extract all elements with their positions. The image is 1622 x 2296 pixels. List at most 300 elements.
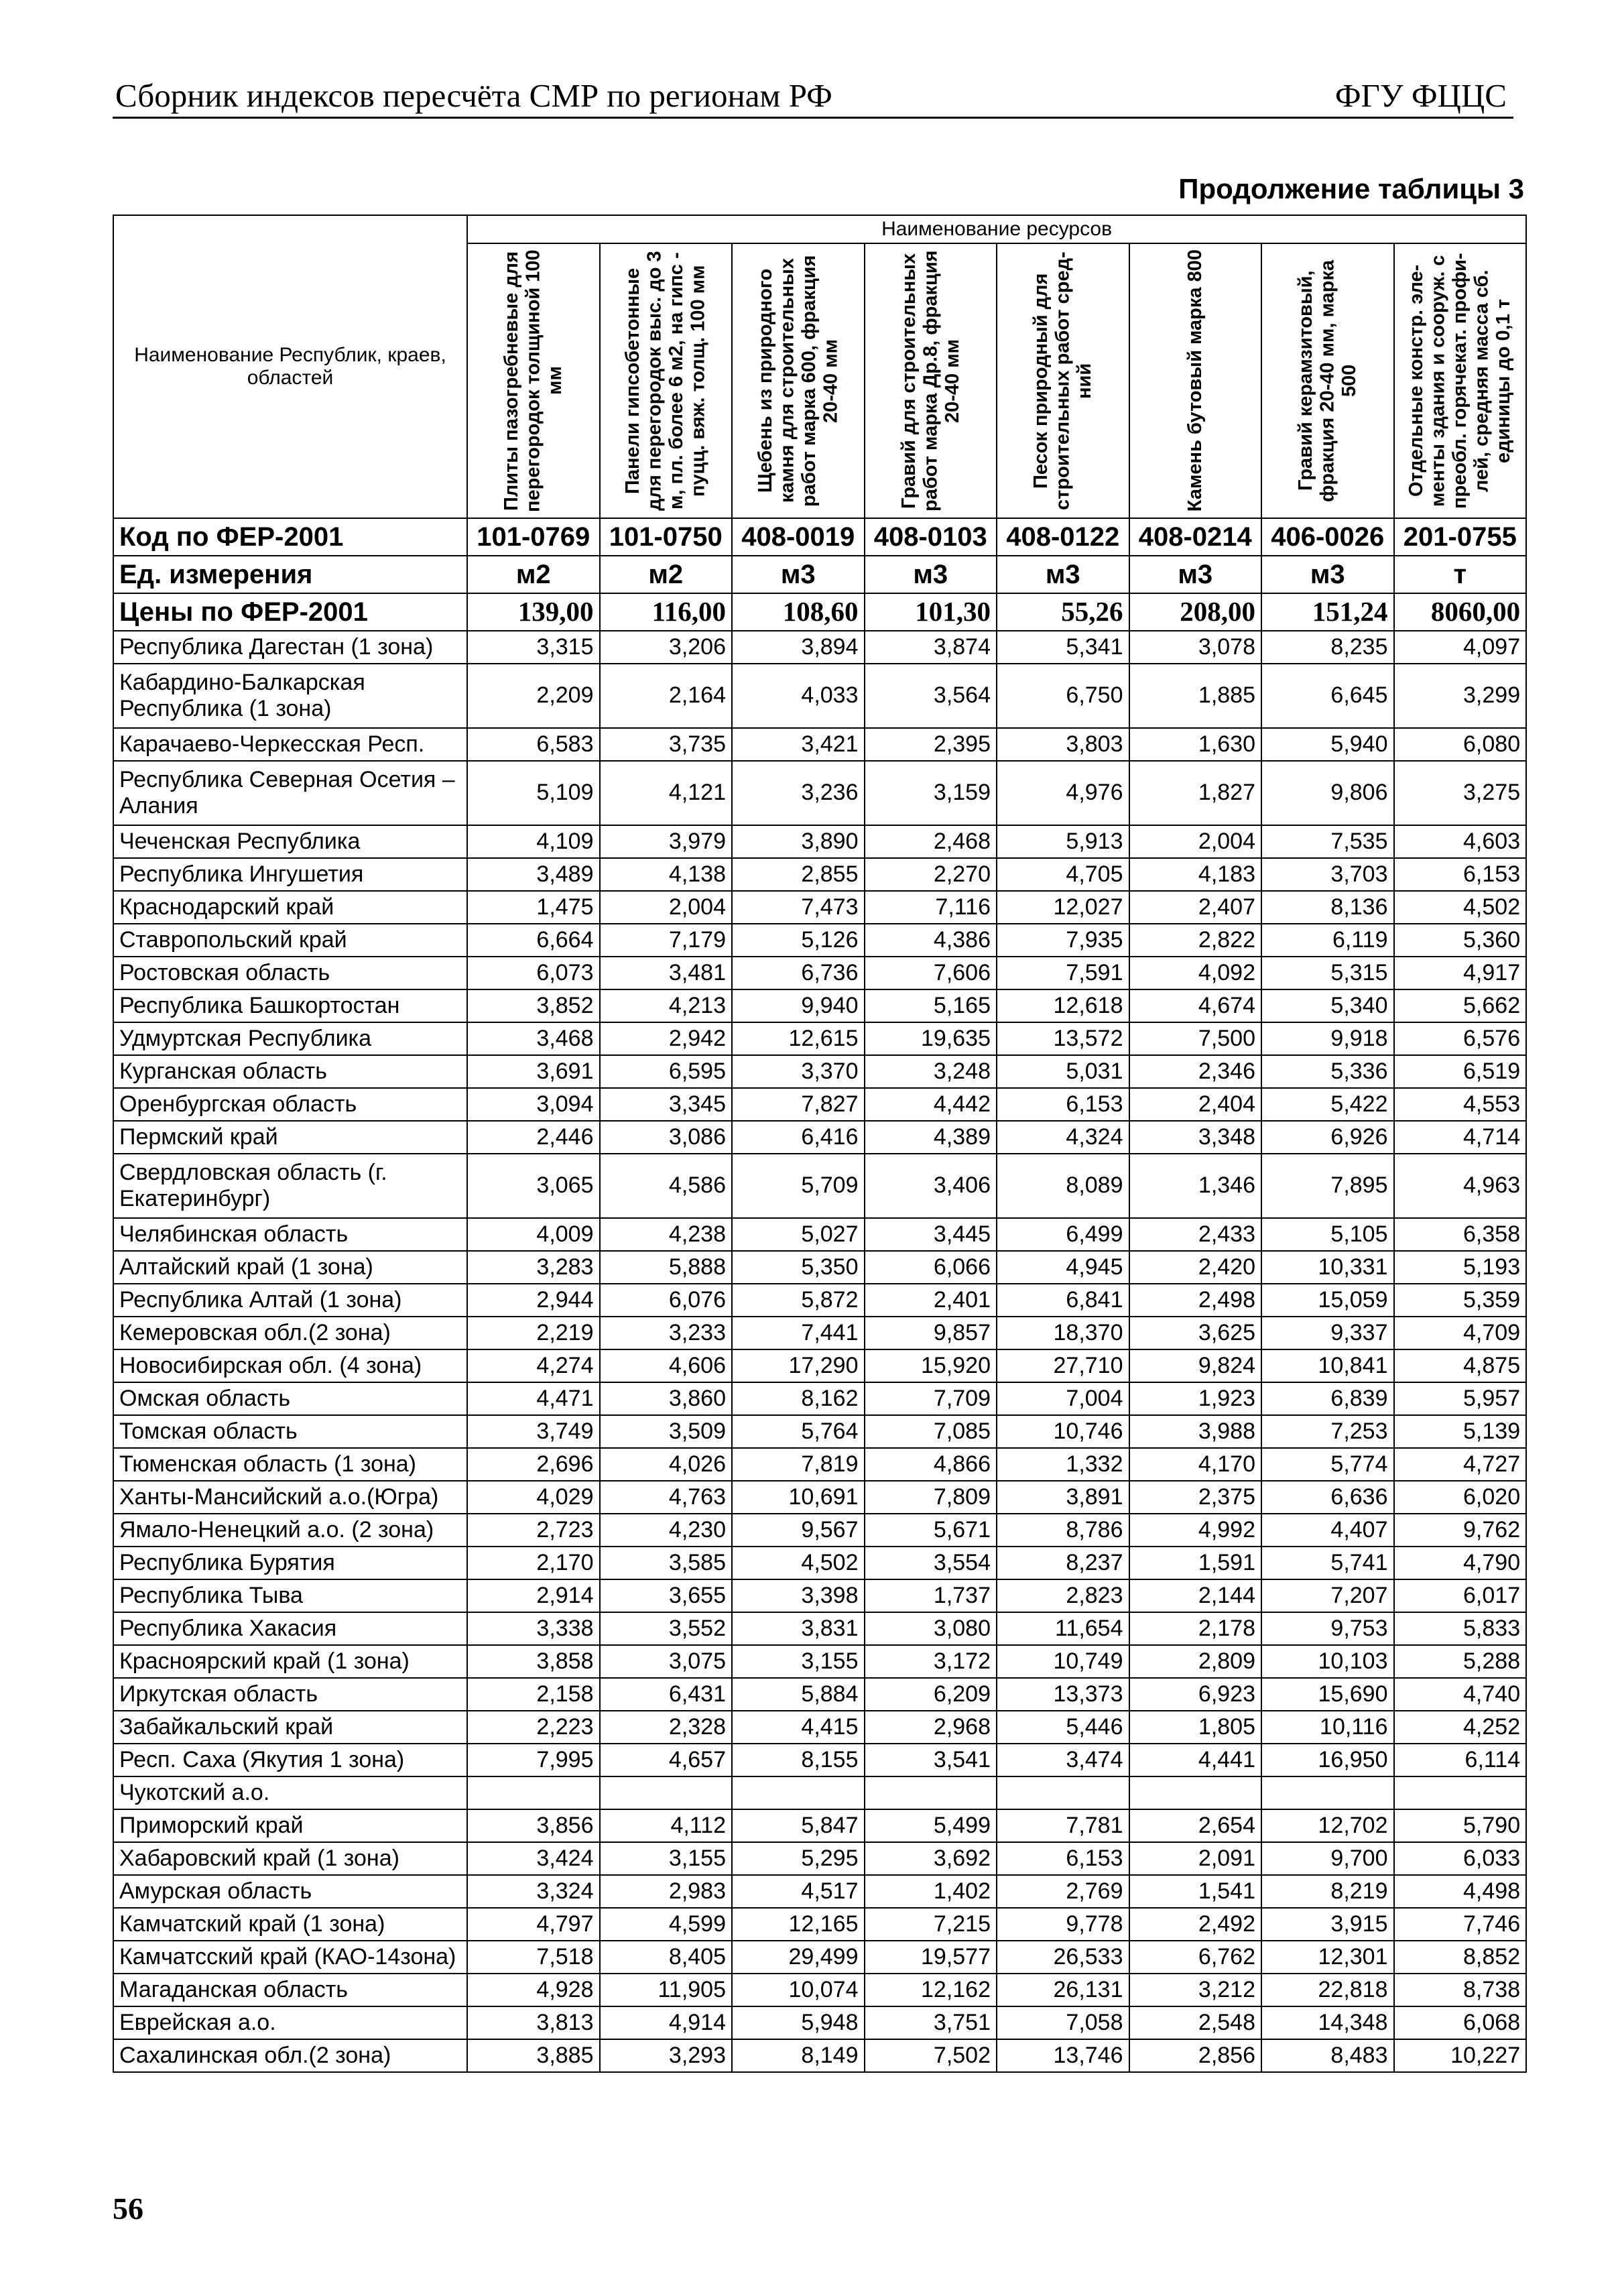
table-row — [113, 664, 1526, 728]
index-value: 8,405 — [600, 1941, 733, 1974]
index-value: 3,852 — [467, 989, 600, 1022]
index-value: 5,165 — [865, 989, 997, 1022]
index-value: 3,370 — [732, 1055, 865, 1088]
index-value: 4,502 — [732, 1547, 865, 1579]
region-name: Курганская область — [113, 1055, 467, 1088]
index-value: 7,827 — [732, 1088, 865, 1121]
index-value: 9,857 — [865, 1317, 997, 1349]
resource-column-header — [865, 243, 997, 518]
index-value: 7,207 — [1261, 1579, 1394, 1612]
index-value: 6,119 — [1261, 924, 1394, 957]
index-value: 7,606 — [865, 957, 997, 989]
index-value: 2,942 — [600, 1022, 733, 1055]
index-value: 7,895 — [1261, 1154, 1394, 1218]
index-value: 6,209 — [865, 1678, 997, 1711]
index-value: 2,468 — [865, 825, 997, 858]
index-value: 5,499 — [865, 1809, 997, 1842]
index-value: 15,920 — [865, 1349, 997, 1382]
resource-unit: м3 — [865, 556, 997, 593]
region-name: Республика Ингушетия — [113, 858, 467, 891]
resource-price: 8060,00 — [1394, 593, 1527, 631]
index-value: 4,586 — [600, 1154, 733, 1218]
index-value: 4,790 — [1394, 1547, 1527, 1579]
index-value: 5,295 — [732, 1842, 865, 1875]
index-value: 4,183 — [1129, 858, 1262, 891]
index-value: 3,299 — [1394, 664, 1527, 728]
index-value: 3,885 — [467, 2039, 600, 2072]
resource-column-header — [1394, 243, 1527, 518]
index-value: 6,583 — [467, 728, 600, 761]
index-value: 6,017 — [1394, 1579, 1527, 1612]
index-value: 4,917 — [1394, 957, 1527, 989]
index-value: 11,905 — [600, 1974, 733, 2006]
index-value: 3,080 — [865, 1612, 997, 1645]
index-value — [1261, 1776, 1394, 1809]
index-value: 5,446 — [997, 1711, 1129, 1744]
resource-code: 101-0769 — [467, 518, 600, 556]
index-value: 4,386 — [865, 924, 997, 957]
index-value: 8,155 — [732, 1744, 865, 1776]
index-value: 3,406 — [865, 1154, 997, 1218]
index-value: 16,950 — [1261, 1744, 1394, 1776]
resource-column-header — [1261, 243, 1394, 518]
index-value: 3,468 — [467, 1022, 600, 1055]
index-value: 4,138 — [600, 858, 733, 891]
resource-code: 201-0755 — [1394, 518, 1527, 556]
index-value: 6,923 — [1129, 1678, 1262, 1711]
index-value: 2,346 — [1129, 1055, 1262, 1088]
index-value: 7,215 — [865, 1908, 997, 1941]
index-value: 6,080 — [1394, 728, 1527, 761]
index-value: 9,700 — [1261, 1842, 1394, 1875]
index-value: 8,235 — [1261, 631, 1394, 664]
index-value: 3,655 — [600, 1579, 733, 1612]
index-value: 10,074 — [732, 1974, 865, 2006]
collection-title: Сборник индексов пересчёта СМР по регионам РФ — [115, 77, 832, 114]
index-value: 6,076 — [600, 1284, 733, 1317]
region-name: Тюменская область (1 зона) — [113, 1448, 467, 1481]
index-value: 3,803 — [997, 728, 1129, 761]
index-value: 4,992 — [1129, 1514, 1262, 1547]
index-value: 8,136 — [1261, 891, 1394, 924]
index-value: 10,841 — [1261, 1349, 1394, 1382]
resource-price: 108,60 — [732, 593, 865, 631]
index-value: 3,564 — [865, 664, 997, 728]
organization-name: ФГУ ФЦЦС — [1334, 77, 1507, 114]
index-value: 4,033 — [732, 664, 865, 728]
table-row — [113, 2006, 1526, 2039]
index-value: 3,735 — [600, 728, 733, 761]
table-row — [113, 1514, 1526, 1547]
index-value: 12,027 — [997, 891, 1129, 924]
index-value: 4,875 — [1394, 1349, 1527, 1382]
table-row — [113, 1251, 1526, 1284]
index-value: 3,751 — [865, 2006, 997, 2039]
index-value: 8,089 — [997, 1154, 1129, 1218]
index-value: 3,894 — [732, 631, 865, 664]
region-name: Чукотский а.о. — [113, 1776, 467, 1809]
index-value: 6,499 — [997, 1218, 1129, 1251]
index-value: 2,395 — [865, 728, 997, 761]
index-value: 2,548 — [1129, 2006, 1262, 2039]
region-name: Сахалинская обл.(2 зона) — [113, 2039, 467, 2072]
index-value: 4,657 — [600, 1744, 733, 1776]
resource-code: 406-0026 — [1261, 518, 1394, 556]
index-value: 7,746 — [1394, 1908, 1527, 1941]
index-value: 9,806 — [1261, 761, 1394, 825]
index-value: 3,554 — [865, 1547, 997, 1579]
region-name: Республика Дагестан (1 зона) — [113, 631, 467, 664]
region-name: Карачаево-Черкесская Респ. — [113, 728, 467, 761]
index-value: 3,692 — [865, 1842, 997, 1875]
index-value: 4,170 — [1129, 1448, 1262, 1481]
index-value: 6,839 — [1261, 1382, 1394, 1415]
table-row — [113, 825, 1526, 858]
table-row — [113, 1154, 1526, 1218]
table-row — [113, 924, 1526, 957]
index-value: 9,918 — [1261, 1022, 1394, 1055]
index-value — [997, 1776, 1129, 1809]
index-value: 9,940 — [732, 989, 865, 1022]
region-name: Челябинская область — [113, 1218, 467, 1251]
index-value: 3,075 — [600, 1645, 733, 1678]
index-value: 9,762 — [1394, 1514, 1527, 1547]
regional-index-table — [113, 215, 1527, 2073]
index-value: 9,824 — [1129, 1349, 1262, 1382]
index-value: 2,822 — [1129, 924, 1262, 957]
index-value: 10,227 — [1394, 2039, 1527, 2072]
table-row — [113, 1612, 1526, 1645]
table-row — [113, 858, 1526, 891]
index-value: 4,471 — [467, 1382, 600, 1415]
resource-unit: м3 — [732, 556, 865, 593]
index-value: 3,078 — [1129, 631, 1262, 664]
index-value: 18,370 — [997, 1317, 1129, 1349]
index-value: 4,709 — [1394, 1317, 1527, 1349]
index-value: 12,162 — [865, 1974, 997, 2006]
index-value: 3,172 — [865, 1645, 997, 1678]
index-value: 3,703 — [1261, 858, 1394, 891]
resource-unit: м3 — [1129, 556, 1262, 593]
index-value: 2,404 — [1129, 1088, 1262, 1121]
index-value: 5,833 — [1394, 1612, 1527, 1645]
table-row — [113, 1415, 1526, 1448]
index-value: 3,445 — [865, 1218, 997, 1251]
index-value: 15,690 — [1261, 1678, 1394, 1711]
region-name: Свердловская область (г. Екатеринбург) — [113, 1154, 467, 1218]
table-row — [113, 1088, 1526, 1121]
table-continuation-label: Продолжение таблицы 3 — [1178, 173, 1524, 204]
index-value: 5,872 — [732, 1284, 865, 1317]
region-name: Хабаровский край (1 зона) — [113, 1842, 467, 1875]
index-value: 5,360 — [1394, 924, 1527, 957]
index-value: 3,275 — [1394, 761, 1527, 825]
index-value: 13,746 — [997, 2039, 1129, 2072]
region-name: Магаданская область — [113, 1974, 467, 2006]
region-name: Приморский край — [113, 1809, 467, 1842]
index-value: 2,328 — [600, 1711, 733, 1744]
index-value: 9,753 — [1261, 1612, 1394, 1645]
resources-group-header: Наименование ресурсов — [467, 215, 1526, 243]
index-value: 4,097 — [1394, 631, 1527, 664]
index-value: 1,630 — [1129, 728, 1262, 761]
region-name: Республика Тыва — [113, 1579, 467, 1612]
index-value: 12,165 — [732, 1908, 865, 1941]
index-value: 4,714 — [1394, 1121, 1527, 1154]
resource-column-label: Плиты пазогребневые для перегородок толщиной 100 мм — [501, 249, 566, 512]
index-value: 2,144 — [1129, 1579, 1262, 1612]
resource-price: 55,26 — [997, 593, 1129, 631]
index-value: 3,212 — [1129, 1974, 1262, 2006]
index-value: 4,963 — [1394, 1154, 1527, 1218]
index-value: 6,358 — [1394, 1218, 1527, 1251]
index-value: 3,159 — [865, 761, 997, 825]
index-value: 10,691 — [732, 1481, 865, 1514]
index-value — [1129, 1776, 1262, 1809]
resource-price: 101,30 — [865, 593, 997, 631]
index-value: 6,073 — [467, 957, 600, 989]
index-value: 2,968 — [865, 1711, 997, 1744]
region-name: Ямало-Ненецкий а.о. (2 зона) — [113, 1514, 467, 1547]
table-row — [113, 1809, 1526, 1842]
index-value: 2,004 — [1129, 825, 1262, 858]
index-value: 2,654 — [1129, 1809, 1262, 1842]
index-value: 7,535 — [1261, 825, 1394, 858]
index-value: 5,126 — [732, 924, 865, 957]
index-value: 1,591 — [1129, 1547, 1262, 1579]
index-value: 6,020 — [1394, 1481, 1527, 1514]
index-value: 7,709 — [865, 1382, 997, 1415]
price-row-label: Цены по ФЕР-2001 — [113, 593, 467, 631]
index-value: 3,345 — [600, 1088, 733, 1121]
index-value — [600, 1776, 733, 1809]
region-name: Ставропольский край — [113, 924, 467, 957]
index-value: 5,422 — [1261, 1088, 1394, 1121]
table-row — [113, 1678, 1526, 1711]
index-value: 7,116 — [865, 891, 997, 924]
index-value: 7,502 — [865, 2039, 997, 2072]
index-value: 4,763 — [600, 1481, 733, 1514]
table-row — [113, 1284, 1526, 1317]
table-row — [113, 1776, 1526, 1809]
index-value: 5,888 — [600, 1251, 733, 1284]
index-value: 7,058 — [997, 2006, 1129, 2039]
index-value: 4,797 — [467, 1908, 600, 1941]
index-value: 3,481 — [600, 957, 733, 989]
index-value: 4,252 — [1394, 1711, 1527, 1744]
index-value: 3,248 — [865, 1055, 997, 1088]
index-value: 6,750 — [997, 664, 1129, 728]
index-value: 3,858 — [467, 1645, 600, 1678]
index-value: 6,153 — [997, 1088, 1129, 1121]
table-row — [113, 1121, 1526, 1154]
index-value: 1,541 — [1129, 1875, 1262, 1908]
index-value: 6,068 — [1394, 2006, 1527, 2039]
index-value: 2,091 — [1129, 1842, 1262, 1875]
index-value: 8,149 — [732, 2039, 865, 2072]
index-value: 3,293 — [600, 2039, 733, 2072]
region-name: Удмуртская Республика — [113, 1022, 467, 1055]
index-value: 6,153 — [997, 1842, 1129, 1875]
resource-column-header — [997, 243, 1129, 518]
index-value: 7,781 — [997, 1809, 1129, 1842]
index-value: 2,178 — [1129, 1612, 1262, 1645]
index-value: 3,236 — [732, 761, 865, 825]
index-value: 10,749 — [997, 1645, 1129, 1678]
region-name: Кабардино-Балкарская Республика (1 зона) — [113, 664, 467, 728]
index-value: 5,340 — [1261, 989, 1394, 1022]
index-value: 7,809 — [865, 1481, 997, 1514]
index-value: 4,727 — [1394, 1448, 1527, 1481]
index-value — [1394, 1776, 1527, 1809]
index-value: 5,709 — [732, 1154, 865, 1218]
index-value: 10,331 — [1261, 1251, 1394, 1284]
page-number: 56 — [113, 2191, 143, 2226]
index-value: 3,489 — [467, 858, 600, 891]
resource-column-header — [1129, 243, 1262, 518]
region-name: Краснодарский край — [113, 891, 467, 924]
index-value: 4,976 — [997, 761, 1129, 825]
index-value: 6,736 — [732, 957, 865, 989]
region-name: Оренбургская область — [113, 1088, 467, 1121]
table-row — [113, 989, 1526, 1022]
index-value: 2,823 — [997, 1579, 1129, 1612]
index-value: 5,359 — [1394, 1284, 1527, 1317]
region-name: Камчатский край (1 зона) — [113, 1908, 467, 1941]
region-name: Ростовская область — [113, 957, 467, 989]
region-name: Кемеровская обл.(2 зона) — [113, 1317, 467, 1349]
index-value: 13,373 — [997, 1678, 1129, 1711]
resource-column-label: Камень бутовый марка 800 — [1184, 249, 1206, 512]
index-value: 2,809 — [1129, 1645, 1262, 1678]
index-value: 7,500 — [1129, 1022, 1262, 1055]
index-value: 8,483 — [1261, 2039, 1394, 2072]
region-name: Новосибирская обл. (4 зона) — [113, 1349, 467, 1382]
index-value: 4,866 — [865, 1448, 997, 1481]
index-value: 3,585 — [600, 1547, 733, 1579]
region-name: Омская область — [113, 1382, 467, 1415]
table-row — [113, 1579, 1526, 1612]
index-value: 6,153 — [1394, 858, 1527, 891]
resource-unit: м2 — [467, 556, 600, 593]
index-value: 12,618 — [997, 989, 1129, 1022]
index-value: 7,935 — [997, 924, 1129, 957]
table-row — [113, 728, 1526, 761]
index-value: 26,131 — [997, 1974, 1129, 2006]
index-value: 3,094 — [467, 1088, 600, 1121]
region-name: Респ. Саха (Якутия 1 зона) — [113, 1744, 467, 1776]
index-value: 3,315 — [467, 631, 600, 664]
index-value: 2,433 — [1129, 1218, 1262, 1251]
index-value: 5,948 — [732, 2006, 865, 2039]
resource-code: 408-0214 — [1129, 518, 1262, 556]
index-value: 6,114 — [1394, 1744, 1527, 1776]
index-value: 3,691 — [467, 1055, 600, 1088]
index-value: 2,223 — [467, 1711, 600, 1744]
index-value: 6,841 — [997, 1284, 1129, 1317]
region-name: Республика Башкортостан — [113, 989, 467, 1022]
index-value: 3,749 — [467, 1415, 600, 1448]
index-value: 6,636 — [1261, 1481, 1394, 1514]
index-value: 5,193 — [1394, 1251, 1527, 1284]
table-row — [113, 1218, 1526, 1251]
index-value: 5,288 — [1394, 1645, 1527, 1678]
index-value: 3,890 — [732, 825, 865, 858]
table-row — [113, 1022, 1526, 1055]
index-value: 6,576 — [1394, 1022, 1527, 1055]
index-value: 6,431 — [600, 1678, 733, 1711]
index-value: 4,109 — [467, 825, 600, 858]
index-value: 2,270 — [865, 858, 997, 891]
index-value: 5,940 — [1261, 728, 1394, 761]
index-value: 6,416 — [732, 1121, 865, 1154]
index-value: 5,671 — [865, 1514, 997, 1547]
resource-code: 408-0019 — [732, 518, 865, 556]
index-value — [865, 1776, 997, 1809]
index-value: 2,855 — [732, 858, 865, 891]
index-value: 4,517 — [732, 1875, 865, 1908]
index-value: 7,179 — [600, 924, 733, 957]
index-value: 2,446 — [467, 1121, 600, 1154]
index-value: 3,421 — [732, 728, 865, 761]
index-value: 4,740 — [1394, 1678, 1527, 1711]
index-value: 3,086 — [600, 1121, 733, 1154]
index-value: 7,004 — [997, 1382, 1129, 1415]
index-value: 2,914 — [467, 1579, 600, 1612]
index-value: 3,324 — [467, 1875, 600, 1908]
table-row — [113, 1875, 1526, 1908]
index-value: 5,105 — [1261, 1218, 1394, 1251]
index-value: 2,498 — [1129, 1284, 1262, 1317]
index-value: 17,290 — [732, 1349, 865, 1382]
index-value: 3,979 — [600, 825, 733, 858]
resource-column-label: Гравий для строительных работ марка Др.8, фракция 20-40 мм — [897, 250, 963, 511]
index-value: 3,338 — [467, 1612, 600, 1645]
index-value: 27,710 — [997, 1349, 1129, 1382]
index-value: 2,209 — [467, 664, 600, 728]
index-value: 4,092 — [1129, 957, 1262, 989]
index-value: 4,945 — [997, 1251, 1129, 1284]
index-value: 2,983 — [600, 1875, 733, 1908]
index-value: 5,884 — [732, 1678, 865, 1711]
index-value: 4,914 — [600, 2006, 733, 2039]
index-value: 10,746 — [997, 1415, 1129, 1448]
region-column-header: Наименование Республик, краев, областей — [113, 215, 467, 518]
table-row — [113, 891, 1526, 924]
region-name: Республика Алтай (1 зона) — [113, 1284, 467, 1317]
index-value: 3,155 — [732, 1645, 865, 1678]
index-value: 4,928 — [467, 1974, 600, 2006]
index-value: 7,473 — [732, 891, 865, 924]
index-value: 3,988 — [1129, 1415, 1262, 1448]
index-value: 2,856 — [1129, 2039, 1262, 2072]
index-value: 9,567 — [732, 1514, 865, 1547]
resource-column-label: Панели гипсобетонные для перегородок выс. до 3 м, пл. более 6 м2, на гипс - пуцц. вяж. толщ. 100 мм — [622, 251, 709, 511]
index-value: 6,762 — [1129, 1941, 1262, 1974]
index-value: 9,337 — [1261, 1317, 1394, 1349]
index-value: 1,805 — [1129, 1711, 1262, 1744]
table-row — [113, 1055, 1526, 1088]
table-row — [113, 1744, 1526, 1776]
resource-unit: м3 — [1261, 556, 1394, 593]
index-value: 7,085 — [865, 1415, 997, 1448]
index-value: 8,237 — [997, 1547, 1129, 1579]
index-value: 4,121 — [600, 761, 733, 825]
index-value: 5,031 — [997, 1055, 1129, 1088]
index-value: 5,847 — [732, 1809, 865, 1842]
unit-row-label: Ед. измерения — [113, 556, 467, 593]
index-value: 4,606 — [600, 1349, 733, 1382]
